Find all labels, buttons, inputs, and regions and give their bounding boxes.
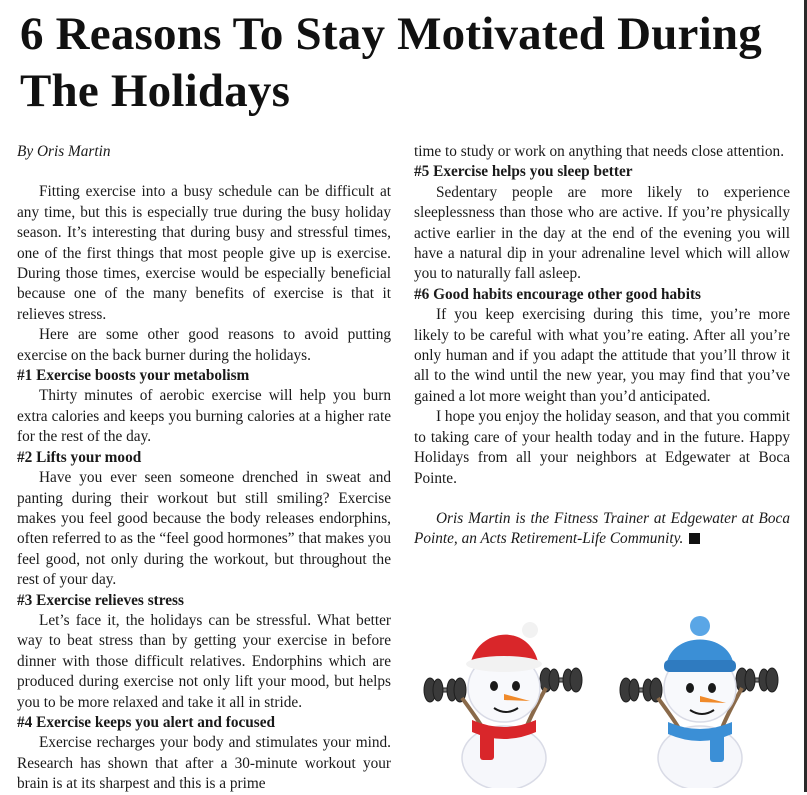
reason-2-heading: #2 Lifts your mood (17, 448, 142, 466)
dumbbell-left-icon (620, 678, 662, 702)
byline: By Oris Martin (17, 143, 111, 160)
snowmen-illustration (418, 608, 790, 788)
article-column-right (414, 142, 790, 550)
reason-6-body: If you keep exercising during this time, you’re more likely to be careful with what you’re eating. After all you’re only human and if you adapt the attitude that you’ll throw it all to the wind until the new year, you may find that you’ve gained a lot more weight than you’d anticipated. (414, 306, 790, 405)
reason-1-body: Thirty minutes of aerobic exercise will help you burn extra calories and keeps you burning calories at a higher rate for the rest of the day. (17, 387, 391, 446)
snowman-red-image (418, 608, 588, 788)
reason-4-body-start: Exercise recharges your body and stimulates your mind. Research has shown that after a 30-minute workout your brain is at its sharpest and this is a prime (17, 734, 391, 793)
end-of-article-mark (689, 533, 700, 544)
reason-5-heading: #5 Exercise helps you sleep better (414, 163, 633, 181)
reason-2-body: Have you ever seen someone drenched in sweat and panting during their workout but still smiling? Exercise makes you feel good because the body releases endorphins, often referred to as the “feel good hormones” that makes you feel good, not only during the workout, but throughout the rest of your day. (17, 469, 391, 589)
reason-5-body: Sedentary people are more likely to experience sleeplessness than those who are active. If you’re physically active earlier in the day at the end of the evening you will have a natural dip in your adrenaline level which will allow you to naturally fall asleep. (414, 183, 790, 283)
author-bio (414, 509, 790, 550)
reason-3-body: Let’s face it, the holidays can be stressful. What better way to beat stress than by getting your exercise in before dinner with those difficult relatives. Endorphins which are produced during exercise not only lift your mood, but helps you to be more relaxed and take it all in stride. (17, 611, 391, 711)
reason-4-body-end: time to study or work on anything that needs close attention. (414, 143, 785, 160)
reason-6-heading: #6 Good habits encourage other good habits (414, 285, 701, 303)
article-column-left (17, 142, 391, 795)
reason-3-heading: #3 Exercise relieves stress (17, 591, 184, 609)
intro-paragraph-2: Here are some other good reasons to avoid putting exercise on the back burner during the holidays. (17, 326, 391, 364)
author-bio-text: Oris Martin is the Fitness Trainer at Edgewater at Boca Pointe, an Acts Retirement-Life Community. (414, 509, 790, 548)
intro-paragraph-1: Fitting exercise into a busy schedule can be difficult at any time, but this is especially true during the busy holiday season. It’s interesting that during busy and stressful times, one of the first things that most people give up is exercise. During those times, exercise would be especially beneficial because one of the many benefits of exercise is that it relieves stress. (17, 183, 391, 323)
reason-1-heading: #1 Exercise boosts your metabolism (17, 367, 250, 385)
article-headline: 6 Reasons To Stay Motivated During The Holidays (20, 8, 762, 117)
reason-4-heading: #4 Exercise keeps you alert and focused (17, 713, 276, 731)
dumbbell-left-icon (424, 678, 466, 702)
snowman-blue-image (614, 608, 784, 788)
closing-paragraph: I hope you enjoy the holiday season, and that you commit to taking care of your health today and in the future. Happy Holidays from all your neighbors at Edgewater at Boca Pointe. (414, 408, 790, 487)
